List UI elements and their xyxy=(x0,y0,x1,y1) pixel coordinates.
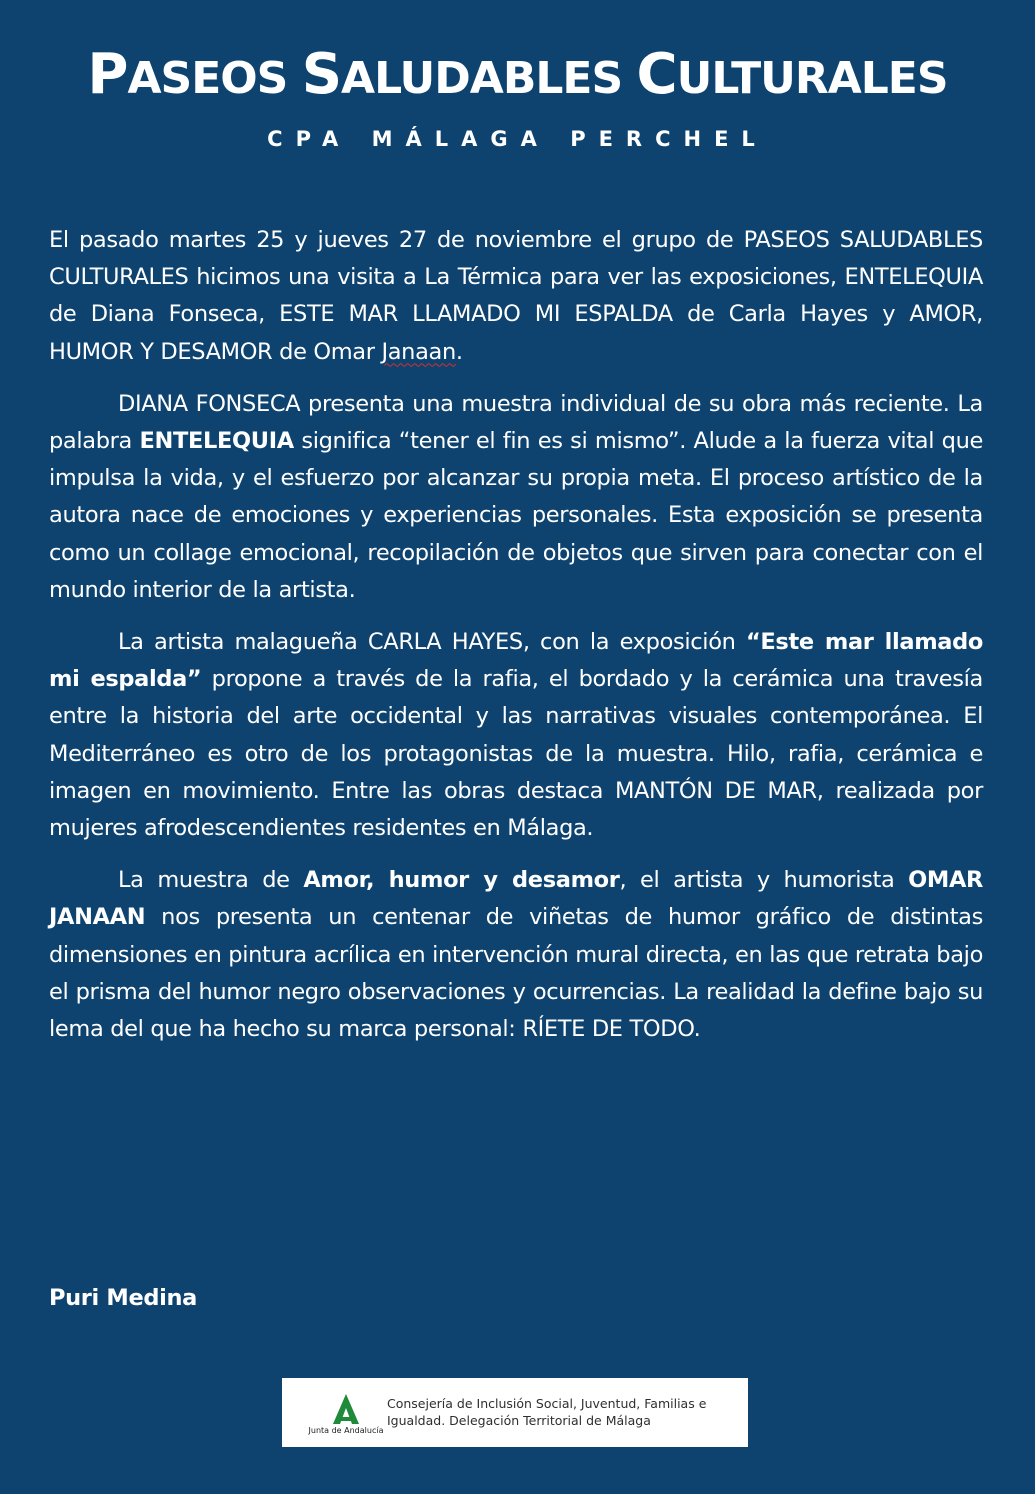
page-subtitle: CPA MÁLAGA PERCHEL xyxy=(267,127,768,151)
paragraph-diana-fonseca xyxy=(49,386,983,609)
logo-department-line-2: Igualdad. Delegación Territorial de Málaga xyxy=(387,1413,651,1428)
paragraph-intro-text: El pasado martes 25 y jueves 27 de noviembre el grupo de PASEOS SALUDABLES CULTURALES hicimos una visita a La Térmica para ver las exposiciones, ENTELEQUIA de Diana Fonseca, ESTE MAR LLAMADO MI ESPALDA de Carla Hayes y AMOR, HUMOR Y DESAMOR de Omar xyxy=(49,227,983,365)
logo-a-bar-icon xyxy=(338,1417,354,1421)
paragraph-omar-bold-a: Amor, humor y desamor xyxy=(303,867,620,894)
title-letter-p: P xyxy=(87,42,128,107)
paragraph-diana-text-b: significa “tener el fin es si mismo”. Alude a la fuerza vital que impulsa la vida, y el esfuerzo por alcanzar su propia meta. El proceso artístico de la autora nace de emociones y experiencias personales. Esta exposición se presenta como un collage emocional, recopilación de objetos que sirven para conectar con el mundo interior de la artista. xyxy=(49,428,983,603)
logo-caption: Junta de Andalucía xyxy=(308,1426,384,1435)
paragraph-omar-janaan xyxy=(49,862,983,1048)
title-letter-s: S xyxy=(301,42,342,107)
title-letter-c: C xyxy=(636,42,677,107)
paragraph-omar-text-c: nos presenta un centenar de viñetas de humor gráfico de distintas dimensiones en pintura acrílica en intervención mural directa, en las que retrata bajo el prisma del humor negro observaciones y ocurrencias. La realidad la define bajo su lema del que ha hecho su marca personal: RÍETE DE TODO. xyxy=(49,904,983,1043)
logo-department-line-1: Consejería de Inclusión Social, Juventud, Familias e xyxy=(387,1396,707,1411)
title-word-saludables: ALUDABLES xyxy=(341,53,637,104)
footer-logo-banner xyxy=(282,1378,748,1447)
paragraph-diana-bold: ENTELEQUIA xyxy=(139,428,294,455)
misspelled-word: Janaan xyxy=(381,338,456,365)
paragraph-carla-text-a: La artista malagueña CARLA HAYES, con la exposición xyxy=(118,629,746,656)
paragraph-diana-text-a: DIANA FONSECA presenta una muestra individual de su obra más reciente. La palabra xyxy=(49,390,983,455)
page-title xyxy=(0,40,1035,114)
article-body xyxy=(49,222,983,1063)
author-signature: Puri Medina xyxy=(49,1285,197,1311)
title-word-paseos: ASEOS xyxy=(127,53,302,104)
paragraph-carla-hayes xyxy=(49,624,983,847)
paragraph-omar-text-a: La muestra de xyxy=(118,867,304,894)
paragraph-omar-text-b: , el artista y humorista xyxy=(619,867,909,894)
paragraph-omar-bold-b: OMAR JANAAN xyxy=(49,867,983,931)
title-word-culturales: ULTURALES xyxy=(676,53,948,104)
paragraph-carla-bold: “Este mar llamado mi espalda” xyxy=(49,629,984,693)
paragraph-intro xyxy=(49,222,983,371)
paragraph-intro-end: . xyxy=(455,338,463,365)
logo-department-text xyxy=(387,1395,747,1429)
paragraph-carla-text-b: propone a través de la rafia, el bordado y la cerámica una travesía entre la historia del arte occidental y las narrativas visuales contemporánea. El Mediterráneo es otro de los protagonistas de la muestra. Hilo, rafia, cerámica e imagen en movimiento. Entre las obras destaca MANTÓN DE MAR, realizada por mujeres afrodescendientes residentes en Málaga. xyxy=(49,666,983,842)
